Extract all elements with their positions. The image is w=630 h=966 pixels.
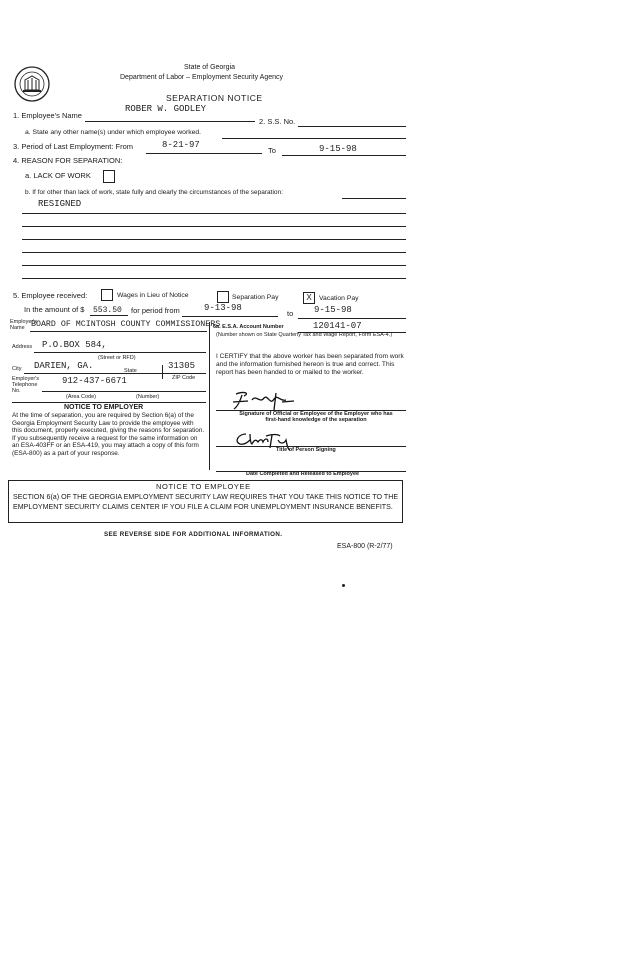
separation-pay-label: Separation Pay (232, 294, 279, 301)
ss-line (298, 126, 406, 127)
other-reason-line (342, 198, 406, 199)
address-line (34, 352, 206, 353)
certify-text: I CERTIFY that the above worker has been separated from work and the information furnished hereon is true and correct. This report has been handed to or mailed to the worker. (216, 353, 404, 376)
period-from-pay-label: for period from (131, 306, 180, 315)
reason-line-3 (22, 239, 406, 240)
city-line (24, 373, 206, 374)
amount-value[interactable]: 553.50 (93, 306, 122, 315)
reason-text-value[interactable]: RESIGNED (38, 199, 82, 209)
notice-employee-text: SECTION 6(a) OF THE GEORGIA EMPLOYMENT SECURITY LAW REQUIRES THAT YOU TAKE THIS NOTICE TO THE EMPLOYMENT SECURITY CLAIMS CENTER IF YOU FILE A CLAIM FOR UNEMPLOYMENT INSURANCE BENEFITS. (13, 493, 399, 511)
page-title: SEPARATION NOTICE (166, 93, 263, 103)
city-value[interactable]: DARIEN, GA. (34, 361, 94, 371)
header-state: State of Georgia (184, 64, 235, 71)
period-label: 3. Period of Last Employment: From (13, 142, 134, 151)
lack-of-work-label: a. LACK OF WORK (25, 171, 91, 180)
street-caption: (Street or RFD) (98, 355, 136, 361)
signature-caption: Signature of Official or Employee of the Employer who has first-hand knowledge of the separation (239, 411, 393, 423)
reason-line-6 (22, 278, 406, 279)
reason-line-4 (22, 252, 406, 253)
zip-divider (162, 365, 163, 379)
other-reason-label: b. If for other than lack of work, state fully and clearly the circumstances of the separation: (25, 189, 283, 196)
address-value[interactable]: P.O.BOX 584, (42, 340, 107, 350)
employer-name-value[interactable]: BOARD OF MCINTOSH COUNTY COMMISSIONERS (31, 320, 221, 329)
other-name-label: a. State any other name(s) under which employee worked. (25, 129, 202, 136)
employee-name-label: 1. Employee's Name (13, 111, 82, 120)
reason-line-5 (22, 265, 406, 266)
state-label: State (124, 368, 137, 374)
form-number: ESA-800 (R-2/77) (337, 543, 393, 550)
received-label: 5. Employee received: (13, 291, 88, 300)
vacation-pay-checkbox[interactable]: X (303, 292, 315, 304)
employer-name-label: Employer's Name (10, 319, 38, 331)
esa-number-value[interactable]: 120141-07 (313, 321, 362, 331)
esa-label: 6a. E.S.A. Account Number (213, 324, 284, 330)
title-caption: Title of Person Signing (276, 447, 336, 453)
section-divider (209, 322, 210, 470)
phone-label: Employer's Telephone No. (12, 376, 40, 394)
lack-of-work-checkbox[interactable] (103, 170, 115, 183)
amount-line (90, 315, 128, 316)
wages-checkbox[interactable] (101, 289, 113, 301)
date-caption: Date Completed and Released to Employee (246, 471, 360, 477)
pay-to-line (298, 318, 406, 319)
pay-from-line (182, 316, 278, 317)
pay-to-label: to (287, 309, 294, 318)
period-to-label: To (268, 146, 276, 155)
phone-value[interactable]: 912-437-6671 (62, 376, 127, 386)
phone-line (42, 391, 206, 392)
separation-pay-checkbox[interactable] (217, 291, 229, 303)
period-to-value[interactable]: 9-15-98 (319, 144, 357, 154)
other-name-line (222, 138, 406, 139)
period-from-line (146, 153, 262, 154)
pay-to-value[interactable]: 9-15-98 (314, 305, 352, 315)
esa-note: (Number shown on State Quarterly Tax and Wage Report, Form ESA-4.) (216, 332, 393, 338)
area-code-caption: (Area Code) (66, 394, 96, 400)
period-to-line (282, 155, 406, 156)
reverse-side-note: SEE REVERSE SIDE FOR ADDITIONAL INFORMATION. (104, 531, 283, 538)
scan-speck (342, 584, 345, 587)
employee-name-value[interactable]: ROBER W. GODLEY (125, 104, 207, 114)
wages-label: Wages in Lieu of Notice (117, 292, 189, 299)
zip-caption: ZIP Code (172, 375, 196, 381)
number-caption: (Number) (136, 394, 160, 400)
state-seal-icon (14, 66, 50, 102)
signature-mark (230, 390, 300, 412)
phone-caption-line (12, 402, 206, 403)
ss-label: 2. S.S. No. (259, 117, 296, 126)
city-label: City (12, 366, 22, 372)
employer-name-line (30, 331, 207, 332)
employee-name-line (85, 121, 255, 122)
pay-from-value[interactable]: 9-13-98 (204, 303, 242, 313)
zip-value[interactable]: 31305 (168, 361, 196, 371)
reason-line-1 (22, 213, 406, 214)
period-from-value[interactable]: 8-21-97 (162, 140, 200, 150)
notice-employer-heading: NOTICE TO EMPLOYER (64, 404, 144, 411)
amount-label: In the amount of $ (24, 305, 85, 314)
notice-employee-heading: NOTICE TO EMPLOYEE (156, 482, 251, 491)
vacation-pay-label: Vacation Pay (319, 295, 359, 302)
notice-employer-text: At the time of separation, you are required by Section 6(a) of the Georgia Employment Security Law to provide the employee with this document, properly executed, giving the reasons for separation. If you subsequently receive a request for the same information on an ESA-403FF or an ESA-419, you may attach a copy of this form (ESA-800) as a part of your response. (12, 412, 205, 457)
address-label: Address (12, 344, 33, 350)
reason-line-2 (22, 226, 406, 227)
header-department: Department of Labor – Employment Security Agency (120, 74, 284, 81)
reason-label: 4. REASON FOR SEPARATION: (13, 156, 123, 165)
